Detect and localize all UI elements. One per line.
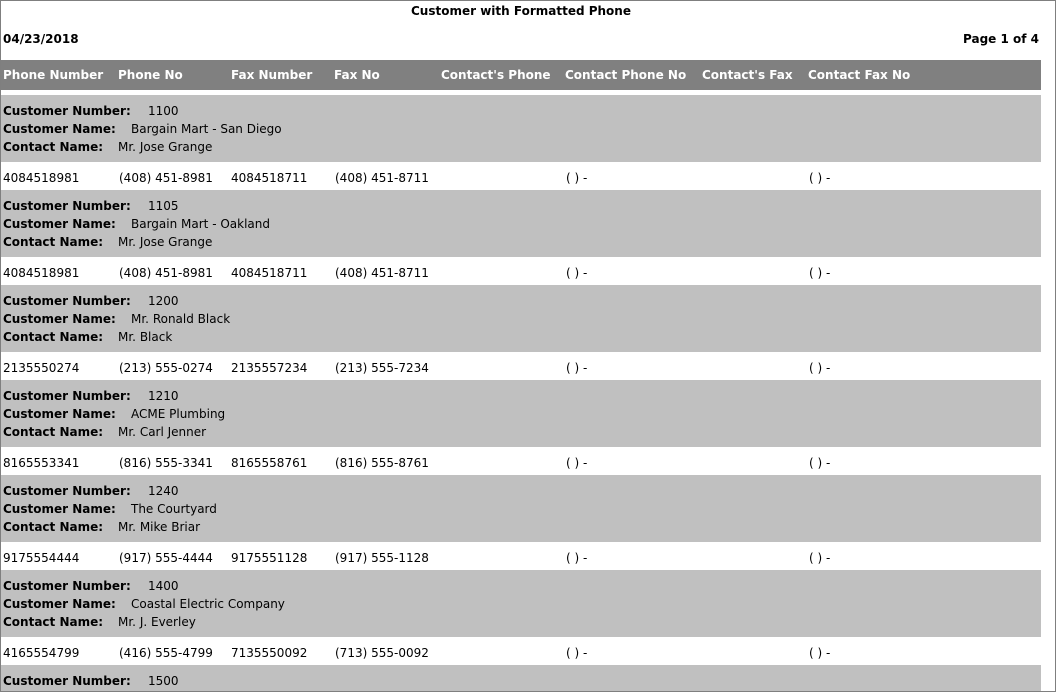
- contact-fax-no-cell: ( ) -: [809, 646, 831, 660]
- contact-phone-no-cell: ( ) -: [566, 456, 588, 470]
- phone-number-cell: 8165553341: [3, 456, 80, 470]
- fax-no-cell: (408) 451-8711: [335, 266, 429, 280]
- contact-value: Mr. J. Everley: [118, 615, 196, 629]
- col-fax-number: Fax Number: [231, 68, 313, 82]
- customer-group-header: [1, 475, 1041, 542]
- name-value: Mr. Ronald Black: [131, 312, 231, 326]
- contact-value: Mr. Jose Grange: [118, 235, 213, 249]
- contact-fax-no-cell: ( ) -: [809, 551, 831, 565]
- name-value: Bargain Mart - Oakland: [131, 217, 270, 231]
- table-row: [1, 162, 1041, 190]
- fax-number-cell: 7135550092: [231, 646, 308, 660]
- fax-number-cell: 4084518711: [231, 171, 308, 185]
- phone-no-cell: (408) 451-8981: [119, 266, 213, 280]
- number-label: Customer Number:: [3, 484, 131, 498]
- number-label: Customer Number:: [3, 294, 131, 308]
- phone-no-cell: (416) 555-4799: [119, 646, 213, 660]
- name-value: The Courtyard: [131, 502, 217, 516]
- contact-fax-no-cell: ( ) -: [809, 361, 831, 375]
- name-label: Customer Name:: [3, 407, 116, 421]
- header-divider: [1, 90, 1041, 92]
- contact-label: Contact Name:: [3, 235, 104, 249]
- phone-no-cell: (917) 555-4444: [119, 551, 213, 565]
- col-phone-no: Phone No: [118, 68, 183, 82]
- contact-value: Mr. Mike Briar: [118, 520, 201, 534]
- customer-group-header: [1, 285, 1041, 352]
- table-row: [1, 637, 1041, 665]
- name-value: Coastal Electric Company: [131, 597, 285, 611]
- page-indicator: Page 1 of 4: [963, 32, 1039, 46]
- fax-no-cell: (713) 555-0092: [335, 646, 429, 660]
- col-phone-number: Phone Number: [3, 68, 104, 82]
- number-label: Customer Number:: [3, 674, 131, 688]
- customer-group-header: [1, 570, 1041, 637]
- contact-fax-no-cell: ( ) -: [809, 266, 831, 280]
- column-header-row: [1, 60, 1041, 90]
- fax-number-cell: 9175551128: [231, 551, 308, 565]
- customer-group-header: [1, 665, 1041, 692]
- contact-phone-no-cell: ( ) -: [566, 646, 588, 660]
- contact-value: Mr. Carl Jenner: [118, 425, 207, 439]
- name-label: Customer Name:: [3, 122, 116, 136]
- col-fax-no: Fax No: [334, 68, 380, 82]
- name-label: Customer Name:: [3, 597, 116, 611]
- name-value: Bargain Mart - San Diego: [131, 122, 282, 136]
- number-label: Customer Number:: [3, 389, 131, 403]
- contact-fax-no-cell: ( ) -: [809, 456, 831, 470]
- report-date: 04/23/2018: [3, 32, 79, 46]
- contact-phone-no-cell: ( ) -: [566, 361, 588, 375]
- number-label: Customer Number:: [3, 579, 131, 593]
- number-label: Customer Number:: [3, 199, 131, 213]
- col-contacts-fax: Contact's Fax: [702, 68, 793, 82]
- number-value: 1400: [148, 579, 179, 593]
- col-contact-phone-no: Contact Phone No: [565, 68, 687, 82]
- table-row: [1, 447, 1041, 475]
- number-value: 1100: [148, 104, 179, 118]
- contact-label: Contact Name:: [3, 330, 104, 344]
- contact-label: Contact Name:: [3, 140, 104, 154]
- fax-number-cell: 4084518711: [231, 266, 308, 280]
- customer-group-header: [1, 95, 1041, 162]
- contact-value: Mr. Black: [118, 330, 173, 344]
- name-value: ACME Plumbing: [131, 407, 226, 421]
- col-contacts-phone: Contact's Phone: [441, 68, 551, 82]
- contact-label: Contact Name:: [3, 615, 104, 629]
- fax-no-cell: (816) 555-8761: [335, 456, 429, 470]
- number-value: 1200: [148, 294, 179, 308]
- phone-no-cell: (408) 451-8981: [119, 171, 213, 185]
- contact-label: Contact Name:: [3, 520, 104, 534]
- contact-phone-no-cell: ( ) -: [566, 171, 588, 185]
- table-row: [1, 542, 1041, 570]
- number-value: 1500: [148, 674, 179, 688]
- fax-no-cell: (917) 555-1128: [335, 551, 429, 565]
- number-value: 1240: [148, 484, 179, 498]
- fax-number-cell: 2135557234: [231, 361, 308, 375]
- number-value: 1210: [148, 389, 179, 403]
- phone-no-cell: (213) 555-0274: [119, 361, 213, 375]
- report-title: Customer with Formatted Phone: [411, 4, 631, 18]
- table-row: [1, 352, 1041, 380]
- phone-number-cell: 4165554799: [3, 646, 80, 660]
- report-body: [1, 95, 1041, 692]
- name-label: Customer Name:: [3, 217, 116, 231]
- contact-fax-no-cell: ( ) -: [809, 171, 831, 185]
- customer-group-header: [1, 190, 1041, 257]
- number-label: Customer Number:: [3, 104, 131, 118]
- name-label: Customer Name:: [3, 312, 116, 326]
- customer-group-header: [1, 380, 1041, 447]
- table-row: [1, 257, 1041, 285]
- fax-no-cell: (213) 555-7234: [335, 361, 429, 375]
- phone-number-cell: 4084518981: [3, 266, 80, 280]
- phone-number-cell: 9175554444: [3, 551, 80, 565]
- number-value: 1105: [148, 199, 179, 213]
- contact-label: Contact Name:: [3, 425, 104, 439]
- col-contact-fax-no: Contact Fax No: [808, 68, 911, 82]
- fax-no-cell: (408) 451-8711: [335, 171, 429, 185]
- phone-no-cell: (816) 555-3341: [119, 456, 213, 470]
- name-label: Customer Name:: [3, 502, 116, 516]
- phone-number-cell: 2135550274: [3, 361, 80, 375]
- fax-number-cell: 8165558761: [231, 456, 308, 470]
- contact-value: Mr. Jose Grange: [118, 140, 213, 154]
- phone-number-cell: 4084518981: [3, 171, 80, 185]
- contact-phone-no-cell: ( ) -: [566, 266, 588, 280]
- contact-phone-no-cell: ( ) -: [566, 551, 588, 565]
